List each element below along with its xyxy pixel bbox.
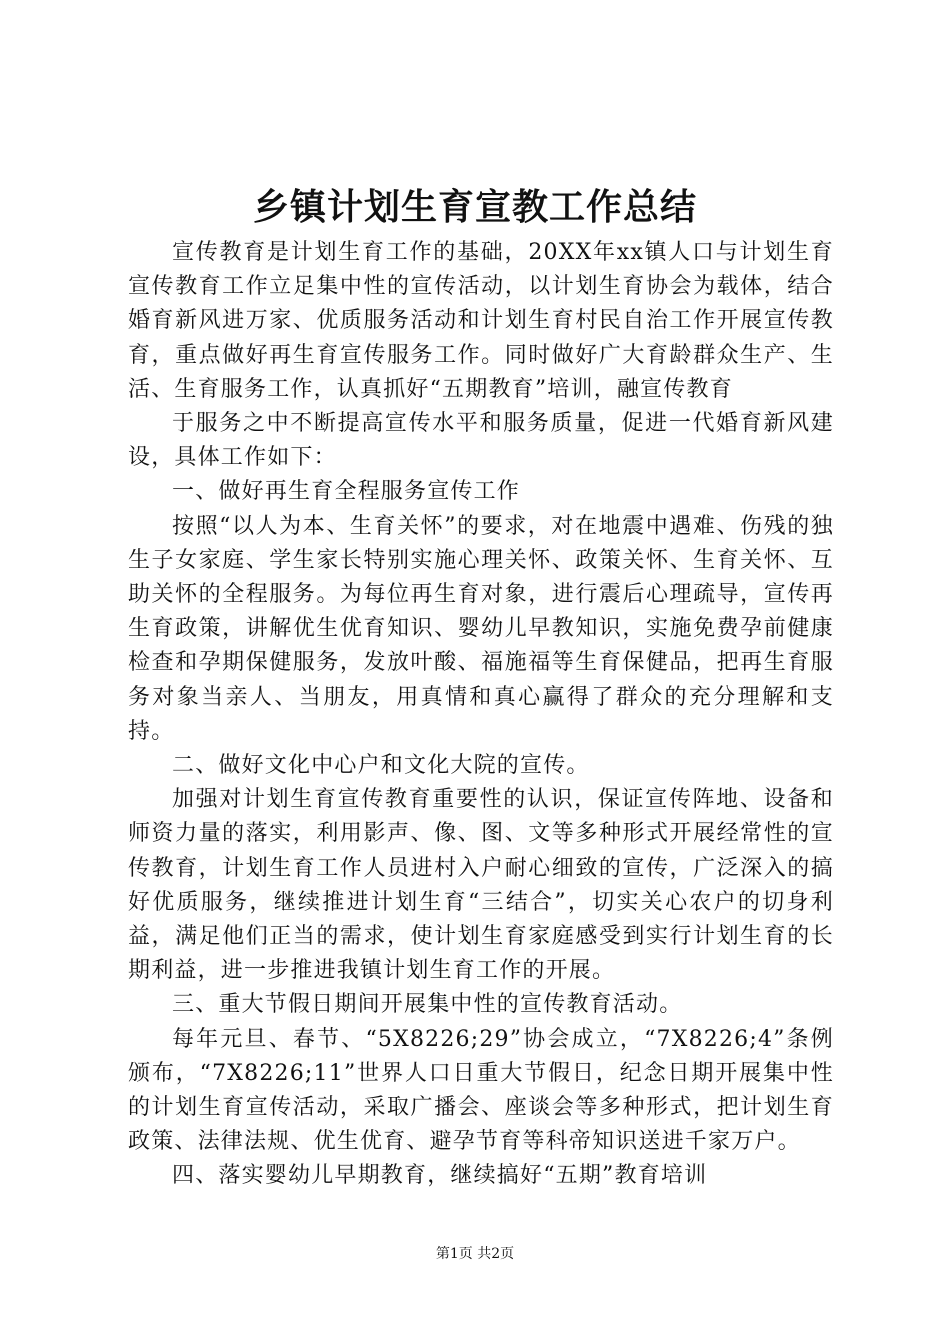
paragraph-intro: 宣传教育是计划生育工作的基础，20XX年xx镇人口与计划生育宣传教育工作立足集中性的宣传活动，以计划生育协会为载体，结合婚育新风进万家、优质服务活动和计划生育村民自治工作开展宣传教育，重点做好再生育宣传服务工作。同时做好广大育龄群众生产、生活、生育服务工作，认真抓好“五期教育”培训，融宣传教育 [128, 240, 834, 402]
section-heading-4: 四、落实婴幼儿早期教育，继续搞好“五期”教育培训 [172, 1163, 708, 1189]
page-number-footer: 第1页 共2页 [435, 1246, 515, 1262]
paragraph-intro-continued: 于服务之中不断提高宣传水平和服务质量，促进一代婚育新风建设，具体工作如下： [128, 411, 834, 471]
section-body-2: 加强对计划生育宣传教育重要性的认识，保证宣传阵地、设备和师资力量的落实，利用影声、像、图、文等多种形式开展经常性的宣传教育，计划生育工作人员进村入户耐心细致的宣传，广泛深入的搞好优质服务，继续推进计划生育“三结合”，切实关心农户的切身利益，满足他们正当的需求，使计划生育家庭感受到实行计划生育的长期利益，进一步推进我镇计划生育工作的开展。 [128, 787, 834, 984]
section-heading-3: 三、重大节假日期间开展集中性的宣传教育活动。 [172, 992, 683, 1018]
section-heading-2: 二、做好文化中心户和文化大院的宣传。 [172, 753, 590, 779]
document-body [128, 236, 834, 1194]
section-heading-1: 一、做好再生育全程服务宣传工作 [172, 479, 521, 505]
document-title: 乡镇计划生育宣教工作总结 [252, 187, 697, 229]
section-body-3: 每年元旦、春节、“5X8226;29”协会成立，“7X8226;4”条例颁布，“7X8226;11”世界人口日重大节假日，纪念日期开展集中性的计划生育宣传活动，采取广播会、座谈会等多种形式，把计划生育政策、法律法规、优生优育、避孕节育等科帝知识送进千家万户。 [128, 1026, 834, 1155]
section-body-1: 按照“以人为本、生育关怀”的要求，对在地震中遇难、伤残的独生子女家庭、学生家长特别实施心理关怀、政策关怀、生育关怀、互助关怀的全程服务。为每位再生育对象，进行震后心理疏导，宣传再生育政策，讲解优生优育知识、婴幼儿早教知识，实施免费孕前健康检查和孕期保健服务，发放叶酸、福施福等生育保健品，把再生育服务对象当亲人、当朋友，用真情和真心赢得了群众的充分理解和支持。 [128, 513, 834, 744]
